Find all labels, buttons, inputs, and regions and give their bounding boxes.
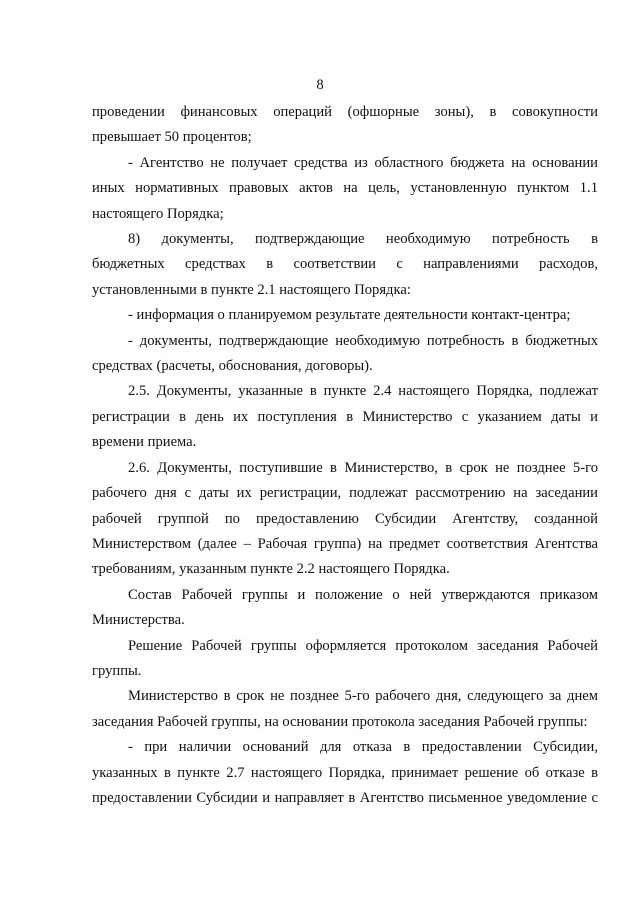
text-line: 8) документы, подтверждающие необходимую потребность в	[128, 231, 598, 248]
paragraph-p1	[92, 100, 598, 151]
text-line: рабочего дня с даты их регистрации, подлежат рассмотрению на заседании	[92, 485, 598, 502]
text-line: 2.5. Документы, указанные в пункте 2.4 настоящего Порядка, подлежат	[128, 383, 598, 400]
paragraph-p11	[92, 735, 598, 811]
text-line: предоставлении Субсидии и направляет в Агентство письменное уведомление с	[92, 789, 598, 806]
text-line: иных нормативных правовых актов на цель, установленную пунктом 1.1	[92, 180, 598, 197]
text-line: Министерство в срок не позднее 5-го рабочего дня, следующего за днем	[128, 688, 598, 705]
paragraph-p9	[92, 634, 598, 685]
text-line: - при наличии оснований для отказа в предоставлении Субсидии,	[128, 739, 598, 756]
text-line: - документы, подтверждающие необходимую потребность в бюджетных	[128, 332, 598, 349]
text-line: проведении финансовых операций (офшорные зоны), в совокупности	[92, 104, 598, 120]
document-body	[92, 100, 598, 811]
text-line: указанных в пункте 2.7 настоящего Порядка, принимает решение об отказе в	[92, 764, 598, 781]
text-line: Решение Рабочей группы оформляется протоколом заседания Рабочей	[128, 637, 598, 654]
text-line: Состав Рабочей группы и положение о ней утверждаются приказом	[128, 586, 598, 603]
paragraph-p2	[92, 151, 598, 227]
text-line: бюджетных средствах в соответствии с направлениями расходов,	[92, 256, 598, 273]
paragraph-p5	[92, 329, 598, 380]
paragraph-p7	[92, 456, 598, 583]
text-line: установленными в пункте 2.1 настоящего Порядка:	[92, 281, 411, 298]
paragraph-p6	[92, 379, 598, 455]
paragraph-p8	[92, 583, 598, 634]
text-line: заседания Рабочей группы, на основании протокола заседания Рабочей группы:	[92, 713, 588, 730]
text-line: Министерства.	[92, 612, 185, 629]
page-number: 8	[316, 77, 324, 93]
text-line: - информация о планируемом результате деятельности контакт-центра;	[128, 307, 571, 324]
text-line: превышает 50 процентов;	[92, 129, 252, 146]
text-line: средствах (расчеты, обоснования, договоры).	[92, 358, 373, 375]
text-line: времени приема.	[92, 434, 197, 451]
paragraph-p3	[92, 227, 598, 303]
text-line: 2.6. Документы, поступившие в Министерство, в срок не позднее 5-го	[128, 459, 598, 476]
text-line: требованиям, указанным пункте 2.2 настоящего Порядка.	[92, 561, 450, 578]
paragraph-p4	[92, 303, 598, 328]
paragraph-p10	[92, 684, 598, 735]
text-line: регистрации в день их поступления в Министерство с указанием даты и	[92, 408, 598, 425]
text-line: рабочей группой по предоставлению Субсидии Агентству, созданной	[92, 510, 598, 527]
text-line: - Агентство не получает средства из областного бюджета на основании	[128, 154, 598, 171]
text-line: группы.	[92, 662, 142, 679]
text-line: настоящего Порядка;	[92, 205, 224, 222]
text-line: Министерством (далее – Рабочая группа) на предмет соответствия Агентства	[92, 535, 598, 552]
